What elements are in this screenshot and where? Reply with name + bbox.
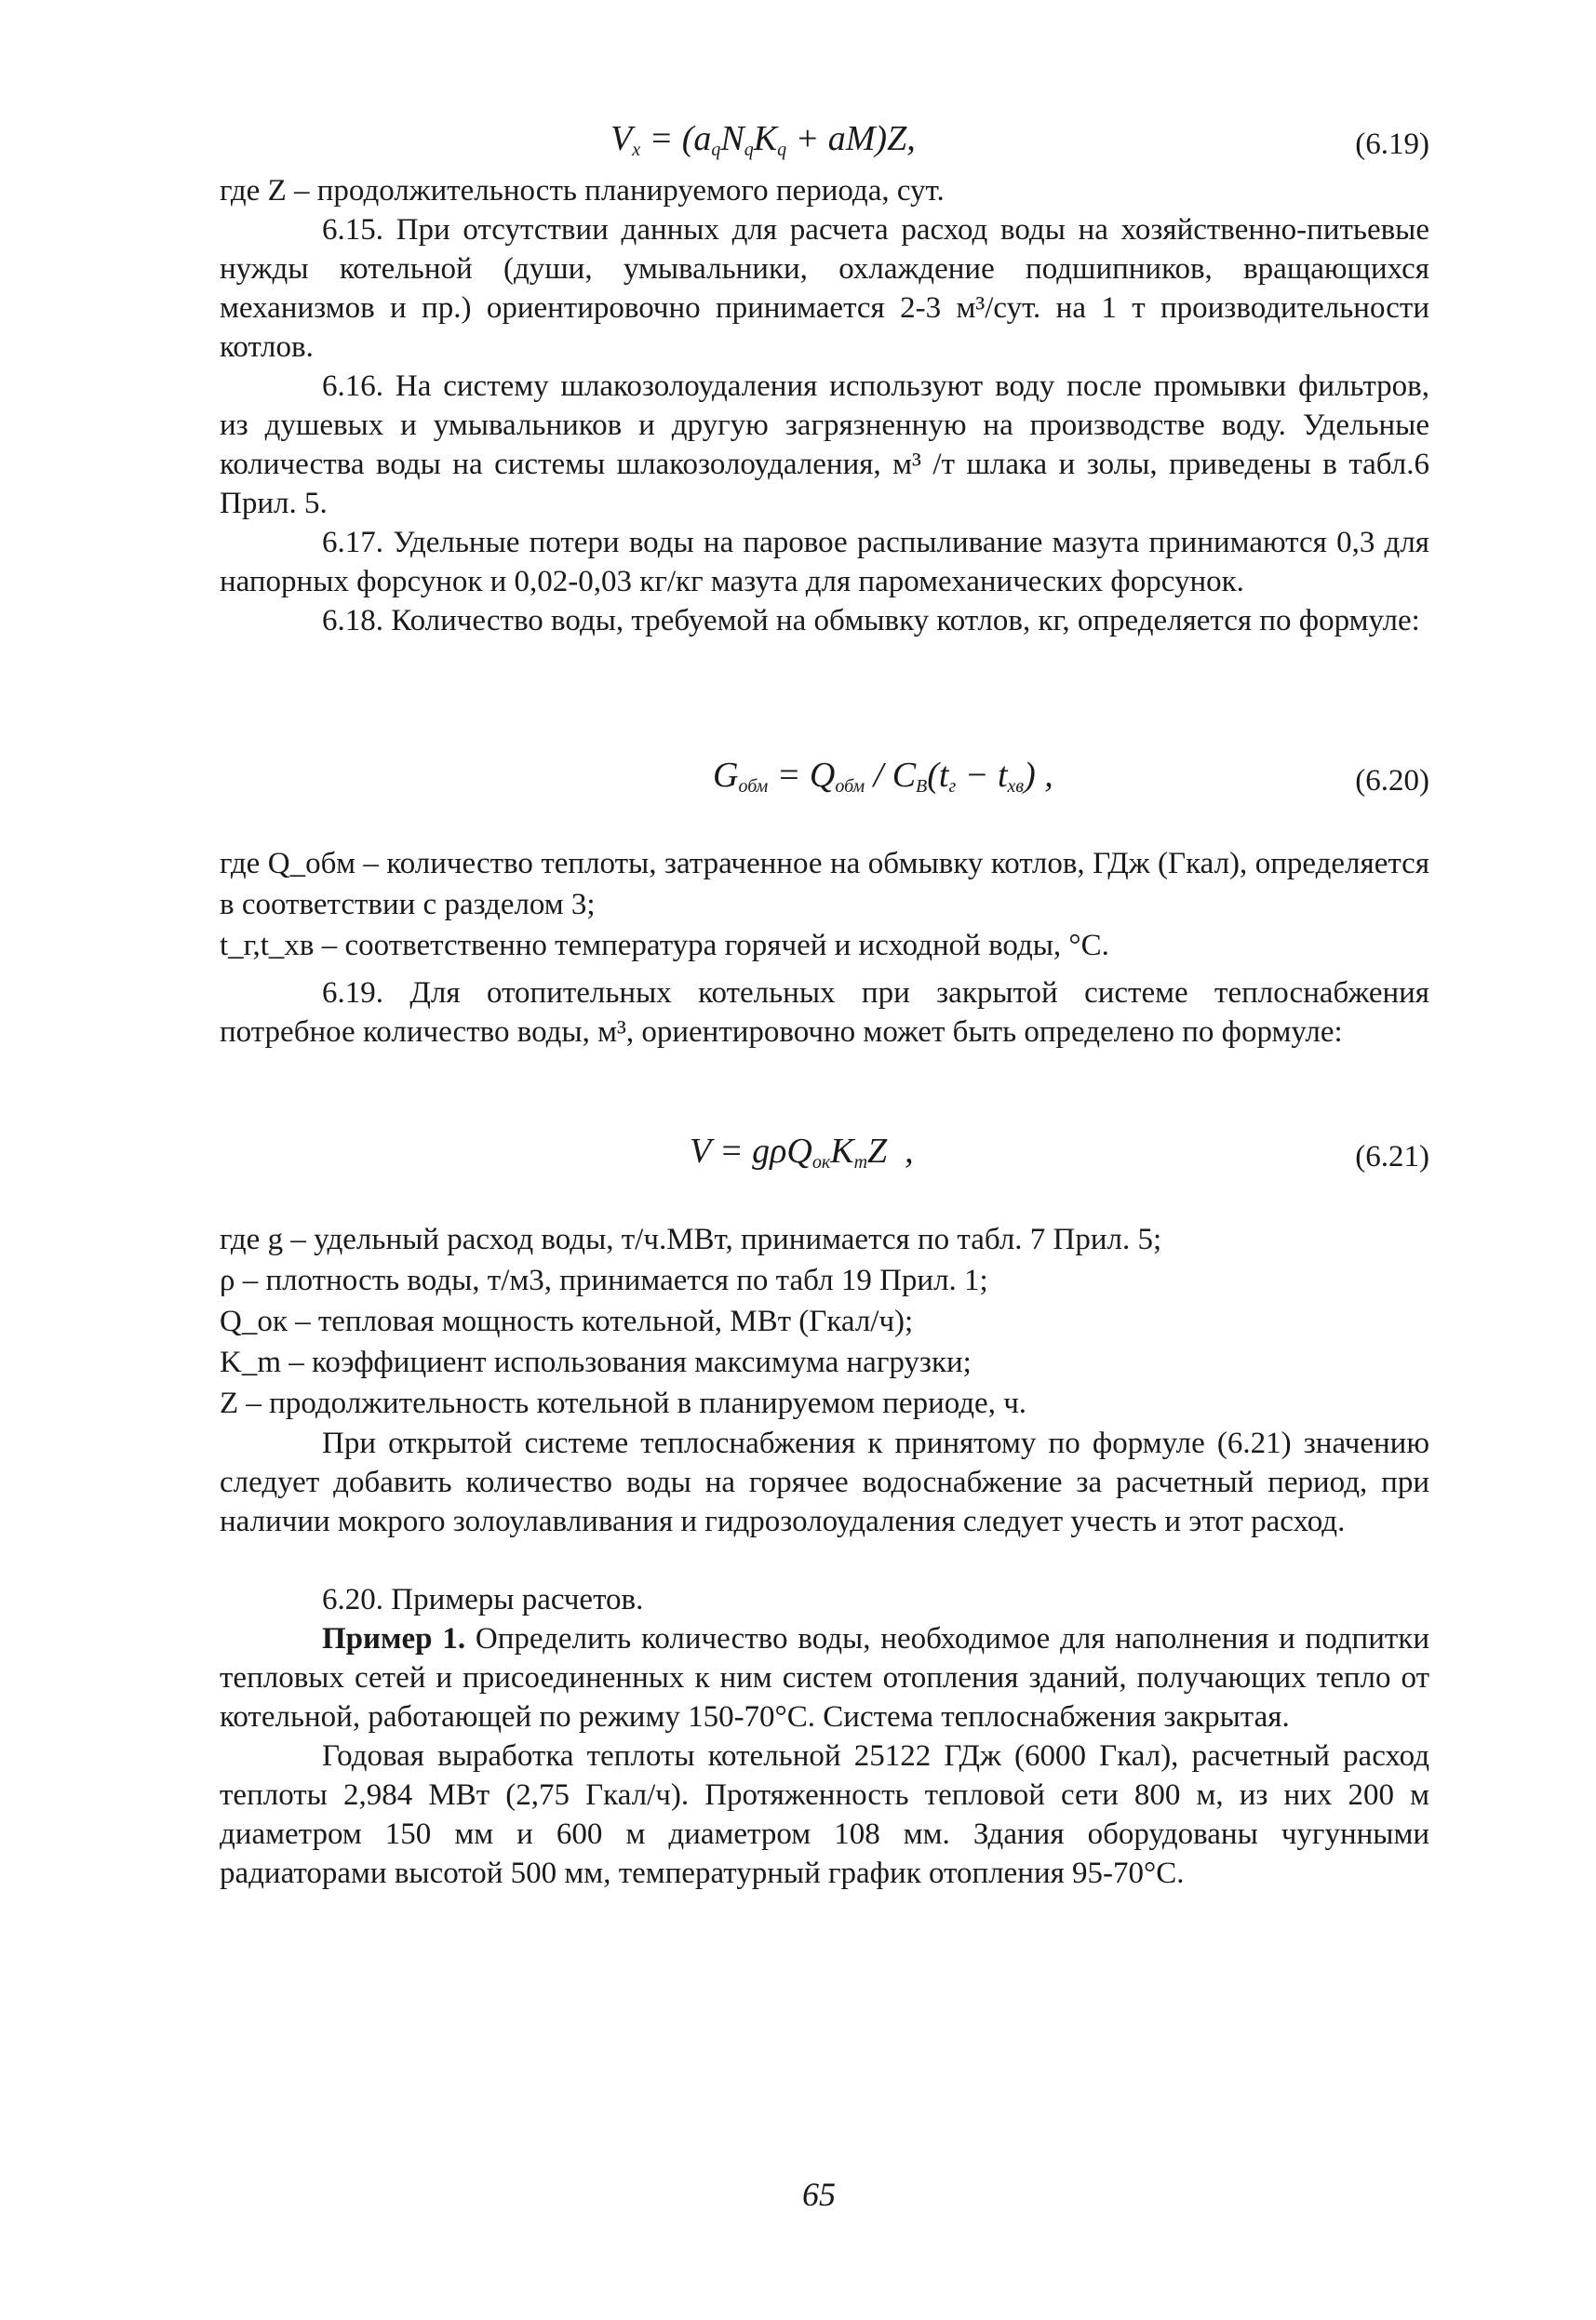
paragraph-6-18: 6.18. Количество воды, требуемой на обмывку котлов, кг, определяется по формуле:: [322, 604, 1420, 637]
text-block-1: [220, 171, 1429, 640]
paragraph-6-15: 6.15. При отсутствии данных для расчета расход воды на хозяйственно-питьевые нужды котельной (души, умывальники, охлаждение подшипников, вращающихся механизмов и пр.) ориентировочно принимается 2-3 м³/сут. на 1 т производительности котлов.: [220, 213, 1429, 364]
formula-expression: $G_{обм} = Q_{обм} / C_B(t_г - t_{хв})$ ,: [713, 756, 1053, 797]
formula-number: (6.19): [1355, 127, 1429, 161]
definition-k-m: K_m – коэффициент использования максимума нагрузки;: [220, 1346, 972, 1379]
definition-q-ok: Q_ок – тепловая мощность котельной, МВт (Гкал/ч);: [220, 1305, 914, 1338]
formula-expression: $V_x = (a_qN_qK_q + aM)Z$,: [610, 119, 916, 160]
text-block-3: [220, 1219, 1429, 1893]
paragraph-open-system: При открытой системе теплоснабжения к принятому по формуле (6.21) значению следует добавить количество воды на горячее водоснабжение за расчетный период, при наличии мокрого золоулавливания и гидрозолоудаления следует учесть и этот расход.: [220, 1427, 1429, 1538]
example-text: Определить количество воды, необходимое для наполнения и подпитки тепловых сетей и присоединенных к ним систем отопления зданий, получающих тепло от котельной, работающей по режиму 150-70°С. Система теплоснабжения закрытая.: [220, 1622, 1429, 1734]
paragraph-6-17: 6.17. Удельные потери воды на паровое распыливание мазута принимаются 0,3 для напорных форсунок и 0,02-0,03 кг/кг мазута для паромеханических форсунок.: [220, 526, 1429, 598]
formula-number: (6.20): [1355, 764, 1429, 798]
definition-t-gor: t_г,t_хв – соответственно температура горячей и исходной воды, °С.: [220, 929, 1109, 962]
definition-rho: ρ – плотность воды, т/м3, принимается по табл 19 Прил. 1;: [220, 1264, 988, 1297]
formula-expression: $V = g\rho Q_{ок}K_mZ$ ,: [690, 1132, 914, 1173]
definition-q-obm: где Q_обм – количество теплоты, затраченное на обмывку котлов, ГДж (Гкал), определяется в соответствии с разделом 3;: [220, 847, 1429, 921]
text-block-2: [220, 843, 1429, 1052]
paragraph-6-19: 6.19. Для отопительных котельных при закрытой системе теплоснабжения потребное количество воды, м³, ориентировочно может быть определено по формуле:: [220, 976, 1429, 1049]
paragraph-6-16: 6.16. На систему шлакозолоудаления используют воду после промывки фильтров, из душевых и умывальников и другую загрязненную на производстве воду. Удельные количества воды на системы шлакозолоудаления, м³ /т шлака и золы, приведены в табл.6 Прил. 5.: [220, 369, 1429, 520]
definition-g: где g – удельный расход воды, т/ч.МВт, принимается по табл. 7 Прил. 5;: [220, 1223, 1162, 1256]
paragraph-where-z: где Z – продолжительность планируемого периода, сут.: [220, 174, 945, 208]
formula-number: (6.21): [1355, 1140, 1429, 1173]
paragraph-annual-output: Годовая выработка теплоты котельной 25122 ГДж (6000 Гкал), расчетный расход теплоты 2,984 МВт (2,75 Гкал/ч). Протяженность тепловой сети 800 м, из них 200 м диаметром 150 мм и 600 м диаметром 108 мм. Здания оборудованы чугунными радиаторами высотой 500 мм, температурный график отопления 95-70°С.: [220, 1739, 1429, 1890]
definition-z: Z – продолжительность котельной в планируемом периоде, ч.: [220, 1387, 1027, 1420]
paragraph-example-1: [220, 1619, 1429, 1737]
formula-6-21: [220, 1132, 1429, 1178]
paragraph-6-20: 6.20. Примеры расчетов.: [322, 1583, 644, 1616]
page-number: 65: [802, 2176, 836, 2213]
formula-6-20: [220, 756, 1429, 802]
formula-6-19: [220, 119, 1429, 166]
example-label: Пример 1.: [322, 1622, 466, 1656]
